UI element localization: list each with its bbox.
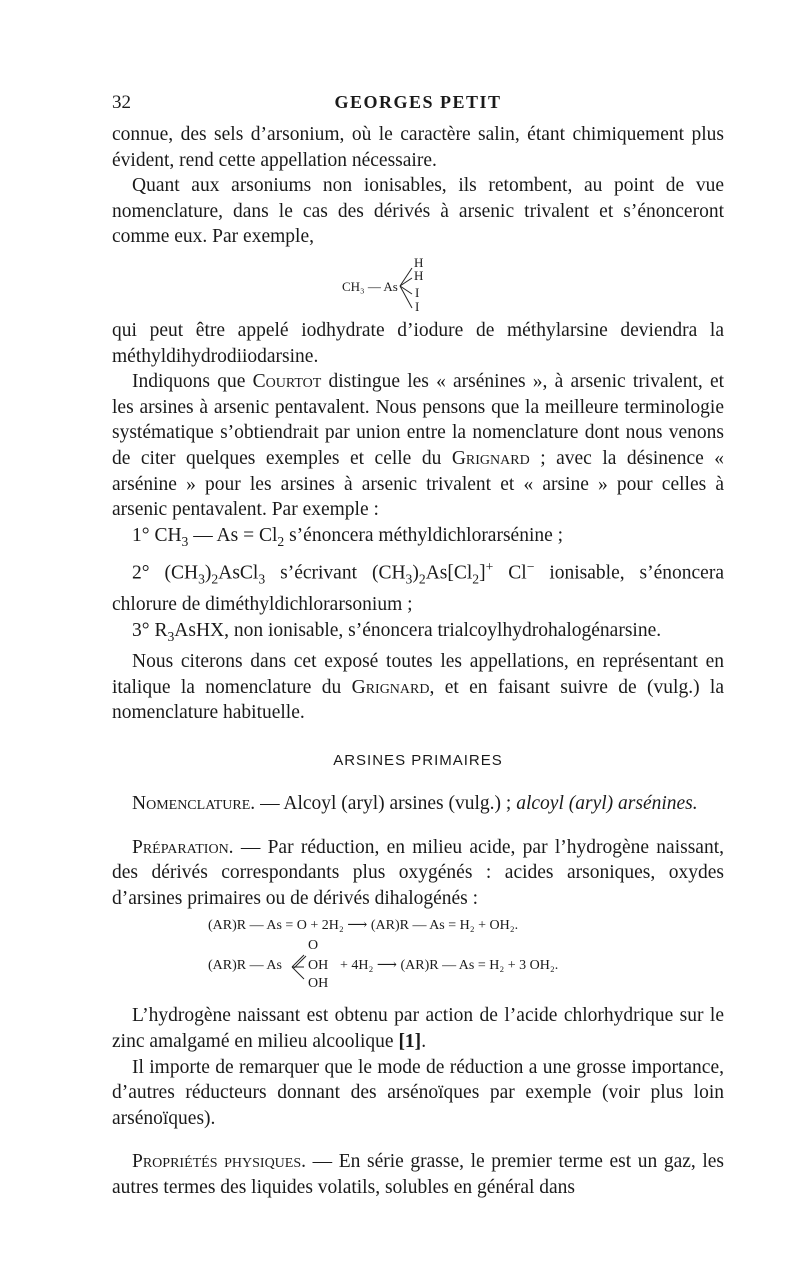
example-2-number: 2° bbox=[132, 562, 150, 584]
nomenclature-label: Nomenclature. bbox=[132, 793, 256, 815]
example-2-mid: s’écrivant bbox=[280, 562, 358, 584]
author-grignard-2: Grignard bbox=[351, 676, 430, 698]
formula-h1: H bbox=[414, 254, 424, 270]
section-heading: ARSINES PRIMAIRES bbox=[333, 752, 503, 770]
paragraph-8 bbox=[112, 649, 724, 726]
paragraph-4 bbox=[112, 369, 724, 523]
nomenclature-italic: alcoyl (aryl) arsénines. bbox=[516, 793, 698, 815]
equation-1: (AR)R — As = O + 2H₂ ⟶ (AR)R — As = H₂ + OH₂. bbox=[208, 918, 519, 934]
example-2-text: ionisable, s’énoncera chlorure de diméthyldichlorarsonium ; bbox=[112, 562, 724, 616]
paragraph-1: connue, des sels d’arsonium, où le caractère salin, étant chimiquement plus évident, rend cette appellation nécessaire. bbox=[112, 124, 724, 171]
formula-h2: H bbox=[414, 267, 424, 283]
equation-2-oh2: OH bbox=[308, 976, 329, 992]
paragraph-hydrogene: L’hydrogène naissant est obtenu par action de l’acide chlorhydrique sur le zinc amalgamé en milieu alcoolique [1]. bbox=[112, 1005, 724, 1053]
preparation-label: Préparation. bbox=[132, 836, 234, 858]
nomenclature-paragraph bbox=[112, 791, 724, 817]
example-3-number: 3° bbox=[132, 619, 150, 641]
p4-text-a: Indiquons que bbox=[132, 371, 246, 393]
chemical-formula bbox=[112, 250, 724, 318]
equation-2-right: + 4H₂ ⟶ (AR)R — As = H₂ + 3 OH₂. bbox=[340, 958, 559, 974]
preparation-text: — Par réduction, en milieu acide, par l’hydrogène naissant, des dérivés correspondants plus oxygénés : acides arsoniques, oxydes d’arsines primaires ou de dérivés dihalogénés : bbox=[112, 836, 724, 909]
nomenclature-text: — Alcoyl (aryl) arsines (vulg.) ; bbox=[260, 793, 512, 815]
example-2: 2° $(CH_3)_2AsCl_3$ s’écrivant $(CH_3)_2As[Cl_2]^+$ Cl− ionisable, s’énoncera chlorure de diméthyldichlorarsonium ; bbox=[112, 559, 724, 616]
equation-2-o: O bbox=[308, 938, 319, 954]
proprietes-text: — En série grasse, le premier terme est un gaz, les autres termes des liquides volatils, solubles en général dans bbox=[112, 1151, 725, 1198]
example-1-number: 1° bbox=[132, 524, 150, 546]
page-header bbox=[112, 92, 724, 122]
formula-i2: I bbox=[415, 298, 420, 314]
citation-ref: [1] bbox=[398, 1031, 422, 1053]
example-1-text: s’énoncera méthyldichlorarsénine ; bbox=[289, 524, 564, 546]
author-courtot: Courtot bbox=[252, 371, 322, 393]
page-number: 32 bbox=[112, 92, 131, 113]
paragraph-importe: Il importe de remarquer que le mode de réduction a une grosse importance, d’autres réducteurs donnant des arsénoïques par exemple (voir plus loin arsénoïques). bbox=[112, 1056, 724, 1129]
p4-text-c: ; avec la désinence « arsénine » pour les arsines à arsenic trivalent et « arsine » pour celles à arsenic pentavalent. Par exemple : bbox=[112, 447, 725, 521]
hydrogene-text: L’hydrogène naissant est obtenu par action de l’acide chlorhydrique sur le zinc amalgamé en milieu alcoolique bbox=[112, 1005, 724, 1053]
formula-left: CH₃ — As bbox=[342, 278, 398, 294]
page bbox=[112, 92, 724, 1201]
preparation-paragraph bbox=[112, 835, 724, 912]
proprietes-label: Propriétés physiques. bbox=[132, 1151, 307, 1173]
equation-2-left: (AR)R — As bbox=[208, 958, 282, 974]
formula-i1: I bbox=[415, 284, 420, 300]
p4-text-b: distingue les « arsénines », à arsenic trivalent, et les arsines à arsenic pentavalent. Nous pensons que la meilleure terminologie systématique s’obtiendrait par union entre la nomenclature dont nous venons de citer quelques exemples et celle du bbox=[112, 371, 725, 469]
p8-text-a: Nous citerons dans cet exposé toutes les appellations, en représentant en italique la nomenclature du bbox=[112, 651, 724, 698]
paragraph-2: Quant aux arsoniums non ionisables, ils retombent, au point de vue nomenclature, dans le cas des dérivés à arsenic trivalent et s’énonceront comme eux. Par exemple, bbox=[112, 175, 724, 248]
running-title: GEORGES PETIT bbox=[334, 92, 502, 112]
equation-2-oh1: OH bbox=[308, 958, 329, 974]
paragraph-3: qui peut être appelé iodhydrate d’iodure de méthylarsine deviendra la méthyldihydrodiiodarsine. bbox=[112, 319, 724, 367]
example-1: 1° $CH_3$ — $As = Cl_2$ s’énoncera méthyldichlorarsénine ; bbox=[132, 524, 564, 549]
equation-2 bbox=[208, 937, 724, 993]
example-3-text: , non ionisable, s’énoncera trialcoylhydrohalogénarsine. bbox=[224, 619, 662, 641]
proprietes-paragraph bbox=[112, 1149, 724, 1200]
example-3: 3° $R_3AsHX$, non ionisable, s’énoncera trialcoylhydrohalogénarsine. bbox=[132, 619, 662, 644]
author-grignard: Grignard bbox=[451, 447, 530, 469]
p8-text-b: , et en faisant suivre de (vulg.) la nomenclature habituelle. bbox=[112, 676, 724, 724]
